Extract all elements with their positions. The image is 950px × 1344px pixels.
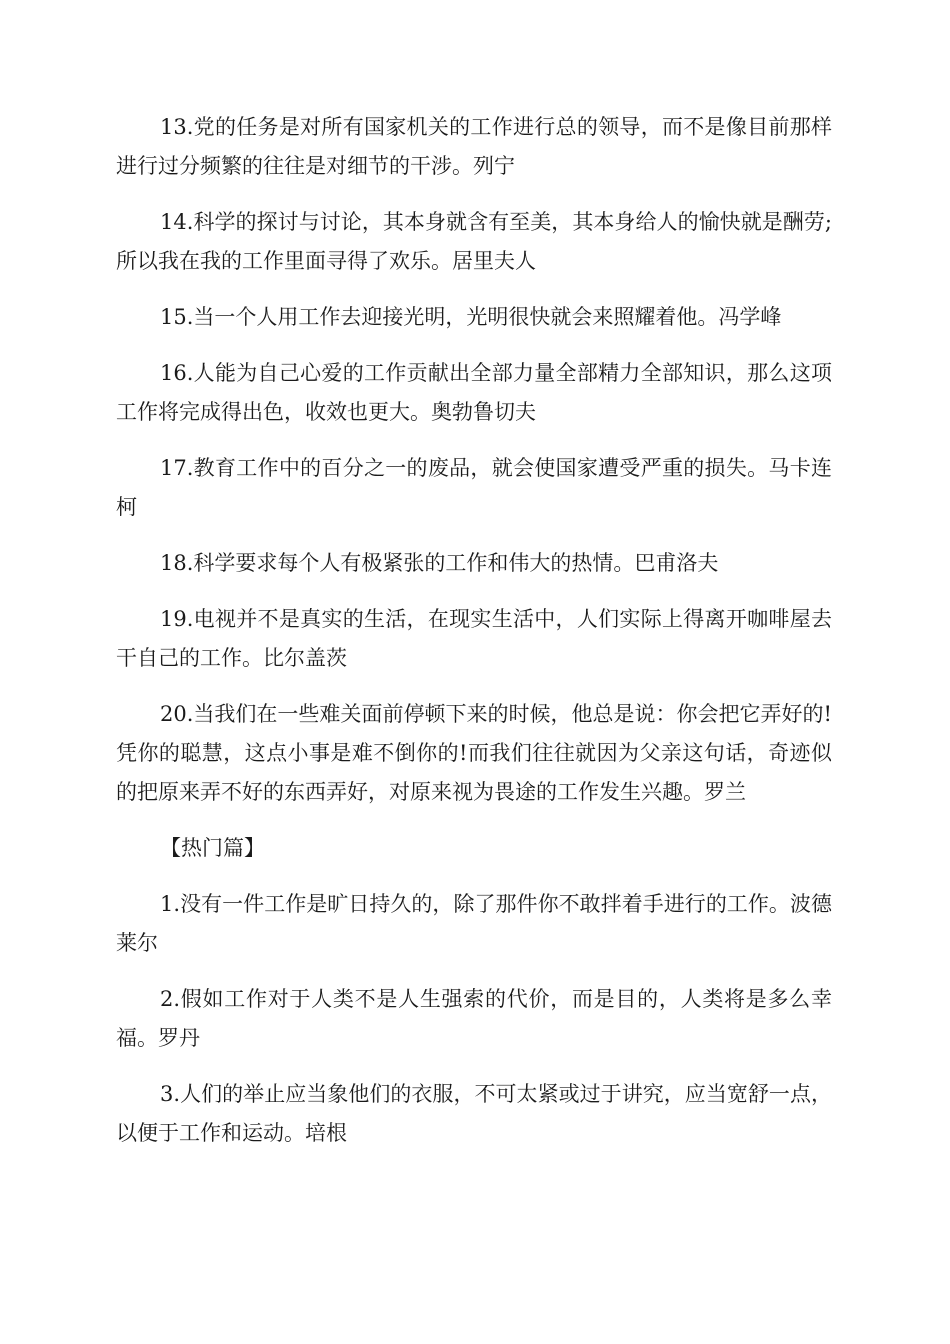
quote-paragraph: 19.电视并不是真实的生活，在现实生活中，人们实际上得离开咖啡屋去干自己的工作。比尔盖茨 bbox=[116, 607, 832, 670]
quote-paragraph: 17.教育工作中的百分之一的废品，就会使国家遭受严重的损失。马卡连柯 bbox=[116, 456, 832, 519]
quote-paragraph: 14.科学的探讨与讨论，其本身就含有至美，其本身给人的愉快就是酬劳;所以我在我的工作里面寻得了欢乐。居里夫人 bbox=[116, 210, 832, 273]
quote-paragraph: 20.当我们在一些难关面前停顿下来的时候，他总是说：你会把它弄好的!凭你的聪慧，这点小事是难不倒你的!而我们往往就因为父亲这句话，奇迹似的把原来弄不好的东西弄好，对原来视为畏途的工作发生兴趣。罗兰 bbox=[116, 702, 832, 804]
document-page bbox=[116, 108, 832, 1170]
quote-paragraph: 2.假如工作对于人类不是人生强索的代价，而是目的，人类将是多么幸福。罗丹 bbox=[116, 987, 832, 1050]
quote-paragraph: 3.人们的举止应当象他们的衣服，不可太紧或过于讲究，应当宽舒一点，以便于工作和运动。培根 bbox=[116, 1082, 832, 1145]
quote-paragraph: 1.没有一件工作是旷日持久的，除了那件你不敢拌着手进行的工作。波德莱尔 bbox=[116, 892, 832, 955]
quote-paragraph: 13.党的任务是对所有国家机关的工作进行总的领导，而不是像目前那样进行过分频繁的往往是对细节的干涉。列宁 bbox=[116, 115, 832, 178]
quote-paragraph: 18.科学要求每个人有极紧张的工作和伟大的热情。巴甫洛夫 bbox=[160, 551, 719, 575]
section-heading: 【热门篇】 bbox=[160, 836, 265, 860]
quote-paragraph: 15.当一个人用工作去迎接光明，光明很快就会来照耀着他。冯学峰 bbox=[160, 305, 782, 329]
quote-paragraph: 16.人能为自己心爱的工作贡献出全部力量全部精力全部知识，那么这项工作将完成得出色，收效也更大。奥勃鲁切夫 bbox=[116, 361, 832, 424]
